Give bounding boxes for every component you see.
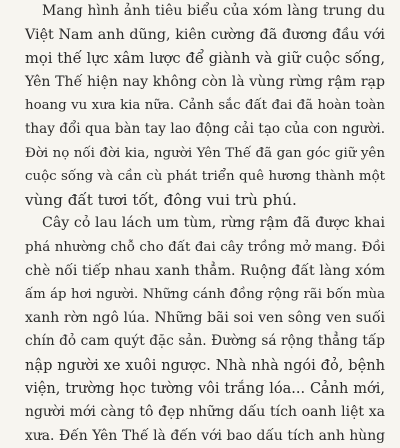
paragraph-2 [25, 212, 385, 448]
text-line: hoang vu xưa kia nữa. Cảnh sắc đất đai đã hoàn toàn [25, 98, 385, 114]
text-line: Đời nọ nối đời kia, người Yên Thế đã gan góc giữ yên [25, 145, 385, 161]
text-line: thay đổi qua bàn tay lao động cải tạo của con người. [25, 120, 385, 137]
text-line: Mang hình ảnh tiêu biểu của xóm làng trung du [42, 3, 385, 19]
text-line: Yên Thế hiện nay không còn là vùng rừng rậm rạp [25, 73, 385, 90]
text-line: cuộc sống và cần cù phát triển quê hương thành một [25, 169, 385, 185]
paragraph-1 [25, 0, 385, 212]
text-line: chín đỏ cam quýt đặc sản. Đường sá rộng thẳng tấp [25, 333, 385, 350]
text-line: mọi thế lực xâm lược để giành và giữ cuộc sống, [25, 50, 385, 68]
text-line: viện, trường học tường vôi trắng lóa... Cảnh mới, [25, 380, 385, 397]
text-line: Việt Nam anh dũng, kiên cường đã đương đầu với [25, 26, 385, 43]
text-line: xanh rờn ngô lúa. Những bãi soi ven sông ven suối [25, 309, 385, 326]
text-line: xưa. Đến Yên Thế là đến với bao dấu tích anh hùng [25, 427, 385, 444]
text-line: người mới càng tô đẹp những dấu tích oanh liệt xa [25, 404, 385, 421]
text-line: nập người xe xuôi ngược. Nhà nhà ngói đỏ, bệnh [25, 356, 385, 374]
text-line: Cây cỏ lau lách um tùm, rừng rậm đã được khai [42, 215, 385, 232]
text-line: chè nối tiếp nhau xanh thẳm. Ruộng đất làng xóm [25, 262, 385, 279]
text-line: vùng đất tươi tốt, đông vui trù phú. [25, 190, 297, 209]
body-text [25, 0, 385, 448]
text-line: ấm áp hơi người. Những cánh đồng rộng rãi bốn mùa [25, 287, 385, 303]
text-line: phá nhường chỗ cho đất đai cây trồng mở mang. Đồi [25, 239, 385, 255]
